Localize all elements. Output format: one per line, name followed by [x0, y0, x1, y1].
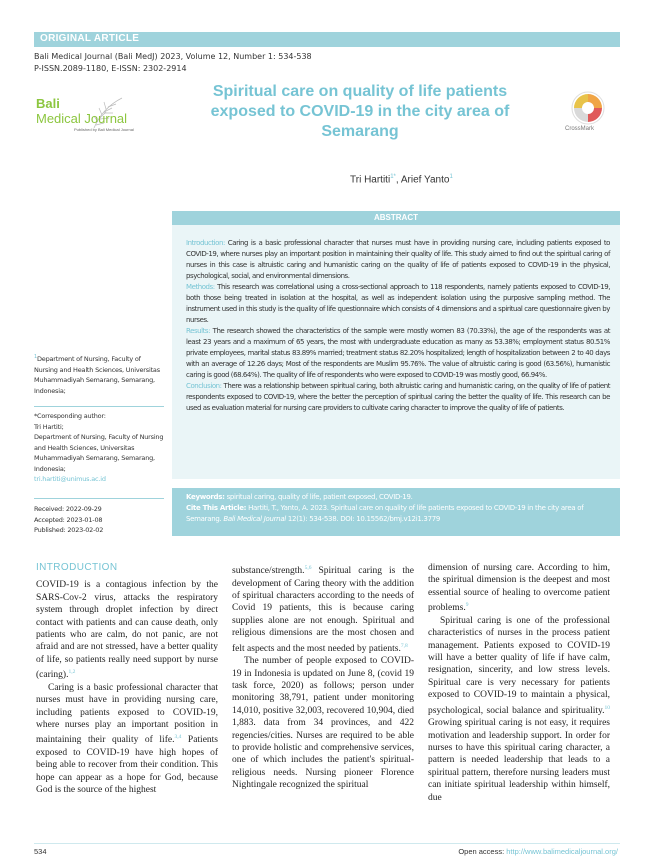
abstract-heading-bar [172, 211, 620, 225]
article-title: Spiritual care on quality of life patients exposed to COVID-19 in the city area of Semarang [210, 83, 510, 140]
logo-text-bali: Bali [36, 96, 60, 111]
footer-divider [34, 843, 620, 844]
journal-citation-line: Bali Medical Journal (Bali MedJ) 2023, Volume 12, Number 1: 534-538 [34, 52, 312, 61]
body-paragraph [428, 615, 610, 804]
body-column-3 [428, 562, 610, 804]
corresponding-author-label: *Corresponding author: [34, 412, 106, 420]
abstract-conclusion [186, 381, 610, 414]
corresponding-author-affiliation: Department of Nursing, Faculty of Nursing and Health Sciences, Universitas Muhammadiyah Semarang, Semarang, Indonesia; [34, 433, 164, 473]
keywords-value: spiritual caring, quality of life, patient exposed, COVID-19. [226, 493, 413, 501]
keywords-label: Keywords: [186, 493, 225, 501]
body-text: COVID-19 is a contagious infection by the SARS-Cov-2 virus, attacks the respiratory system through droplet infection by direct contact with patients and can cause death, only patients who are calm, do not panic, are not afraid and are not stressed, have a better quality of life, so patients really need support by nurse (caring). [36, 580, 218, 681]
open-access-note [458, 847, 618, 856]
abstract-heading: ABSTRACT [374, 213, 418, 222]
received-date: Received: 2022-09-29 [34, 505, 102, 513]
page-number: 534 [34, 847, 47, 856]
citation-line [186, 503, 614, 525]
corresponding-author-name: Tri Hartiti; [34, 422, 64, 431]
body-paragraph [232, 655, 414, 791]
crossmark-badge[interactable] [565, 90, 608, 136]
corresponding-author-email[interactable]: tri.hartiti@unimus.ac.id [34, 475, 106, 483]
sidebar-divider [34, 406, 164, 407]
abstract-introduction-text: Caring is a basic professional character that nurses must have in providing nursing care, including patients exposed to COVID-19, where nurses play an important position in maintaining their quality of life. This study aimed to find out the spiritual caring of nurses in this case is altruistic caring and humanistic caring on the quality of life of patients exposed to COVID-19 in the physical, psychological, social, and environmental dimensions. [186, 239, 610, 280]
body-paragraph [232, 562, 414, 655]
open-access-label: Open access: [458, 847, 505, 856]
reference-mark: 3,4 [174, 734, 182, 741]
abstract-label-results: Results: [186, 327, 211, 335]
author-name: Tri Hartiti [350, 174, 391, 186]
author-separator: , [395, 174, 401, 186]
author-affiliation-mark: 1 [449, 174, 453, 180]
published-date: Published: 2023-02-02 [34, 526, 104, 534]
abstract-methods [186, 282, 610, 326]
reference-mark: 10 [604, 704, 610, 711]
crossmark-icon [568, 90, 608, 126]
citation-text: Hartiti, T., Yanto, A. 2023. Spiritual care on quality of life patients exposed to COVID-19 in the city area of Semarang. [186, 504, 584, 523]
journal-url-link[interactable]: http://www.balimedicaljournal.org/ [506, 847, 618, 856]
logo-text-medical-journal: Medical Journal [36, 111, 128, 126]
reference-mark: 7,8 [400, 642, 408, 649]
logo-tagline: Published by Bali Medical Journal [74, 127, 134, 132]
body-text: Spiritual caring is the development of Caring theory with the addition of spiritual characters according to the needs of Covid 19 patients, this is because caring supplies alone are not enough. Spiritual and religious dimensions are the most chosen and felt aspects and the most needed by patients. [232, 566, 414, 654]
author-name: Arief Yanto [400, 174, 450, 186]
affiliation-text: Department of Nursing, Faculty of Nursing and Health Sciences, Universitas Muhammadiyah Semarang, Semarang, Indonesia; [34, 355, 160, 395]
body-paragraph [428, 562, 610, 615]
abstract-results-text: The research showed the characteristics of the sample were mostly women 83 (70.33%), the age of the respondents was at least 23 years and a maximum of 65 years, the most with undergraduate education as many as 53.38%; employment status 80.51% private employees, marital status 83.89% married; treatment status 82.20% hospitalized; length of hospitalization between 2 to 40 days with an average of 12.26 days; Most of the respondents are Muslim 95.76%. The value of altruistic caring is good (63.56%), humanistic caring is good (68.64%). The quality of life of respondents who were exposed to COVID-19 was mostly good, 66.94%. [186, 327, 610, 379]
body-text: Growing spiritual caring is not easy, it requires motivation and leadership support. In order for nurses to have this spiritual caring character, a pattern is needed leadership that leads to a spiritual pattern, therefore nursing leaders must can initiate spiritual leadership within himself, due [428, 718, 610, 803]
abstract-methods-text: This research was correlational using a cross-sectional approach to 118 respondents, namely patients exposed to COVID-19, both those being treated in isolation at the hospital, as well as independent isolation using the purposive sampling method. The instrument used in this study is the quality of life questionnaire which consists of 4 dimensions and a spiritual care questionnaire given by nurses. [186, 283, 610, 324]
author-list [350, 174, 453, 185]
reference-mark: 1,2 [68, 669, 76, 676]
body-text: substance/strength. [232, 566, 305, 577]
body-text: Patients exposed to COVID-19 have high hopes of being able to recover from their condition. This hope can appear as a hope for God, because God is the source of the highest [36, 735, 218, 796]
affiliation-mark: 1 [34, 354, 37, 360]
abstract-introduction [186, 238, 610, 282]
accepted-date: Accepted: 2023-01-08 [34, 515, 103, 524]
crossmark-label: CrossMark [565, 126, 595, 132]
citation-doi[interactable]: 12(1): 534-538. DOI: 10.15562/bmj.v12i1.3779 [287, 515, 441, 523]
sidebar-divider [34, 498, 164, 499]
body-column-1 [36, 562, 218, 797]
body-paragraph [36, 682, 218, 797]
abstract-label-methods: Methods: [186, 283, 215, 291]
keywords-text [186, 492, 614, 525]
abstract-conclusion-text: There was a relationship between spiritual caring, both altruistic caring and humanistic caring, on the quality of life of patient respondents exposed to COVID-19, where the better the perception of spiritual caring the better the quality of life. This research can be used as evaluation material for nursing care providers to cultivate caring character to improve the quality of life of patients. [186, 382, 610, 412]
abstract-label-introduction: Introduction: [186, 239, 225, 247]
reference-mark: 9 [465, 602, 469, 609]
keywords-line [186, 492, 614, 503]
author-affiliation-mark: 1* [390, 174, 396, 180]
corresponding-author-block [34, 411, 164, 485]
body-text: Caring is a basic professional character that nurses must have in providing nursing care, including patients exposed to COVID-19, where nurses play an important position in maintaining their quality of life. [36, 682, 218, 746]
journal-logo [36, 92, 136, 152]
body-text: Spiritual caring is one of the professional characteristics of nurses in the process patient management. Patients exposed to COVID-19 will have a better quality of life if have calm, resignation, sincerity, and low stress levels. Spiritual care is very necessary for patients exposed to COVID-19 to maintain a physical, psychological, social balance and spirituality. [428, 615, 610, 716]
body-text: dimension of nursing care. According to him, the spiritual dimension is the deepest and most essential source of healing to overcome patient problems. [428, 563, 610, 614]
abstract-text [186, 238, 610, 414]
body-column-2 [232, 562, 414, 792]
affiliation-note [34, 352, 164, 396]
abstract-label-conclusion: Conclusion: [186, 382, 222, 390]
journal-issn-line: P-ISSN.2089-1180, E-ISSN: 2302-2914 [34, 64, 187, 73]
citation-journal: Bali Medical Journal [223, 515, 286, 523]
section-heading-introduction: INTRODUCTION [36, 562, 118, 573]
article-dates [34, 504, 164, 536]
body-text: The number of people exposed to COVID-19 in Indonesia is updated on June 8, (covid 19 task force, 2020) as follows; person under monitoring 38,791, patient under monitoring 14,010, positive 32,003, recovered 10,904, died 1,883. data from 34 provinces, and 422 regencies/cities. Nurses are required to be able to provide holistic and comprehensive services, one of which includes the patient's spiritual-religious needs. Nursing pioneer Florence Nightingale recognized the spiritual [232, 656, 414, 791]
article-type-label: ORIGINAL ARTICLE [40, 33, 140, 44]
body-paragraph [36, 579, 218, 681]
abstract-results [186, 326, 610, 381]
citation-label: Cite This Article: [186, 504, 247, 512]
article-type-bar [34, 32, 620, 47]
reference-mark: 5,6 [304, 565, 312, 571]
